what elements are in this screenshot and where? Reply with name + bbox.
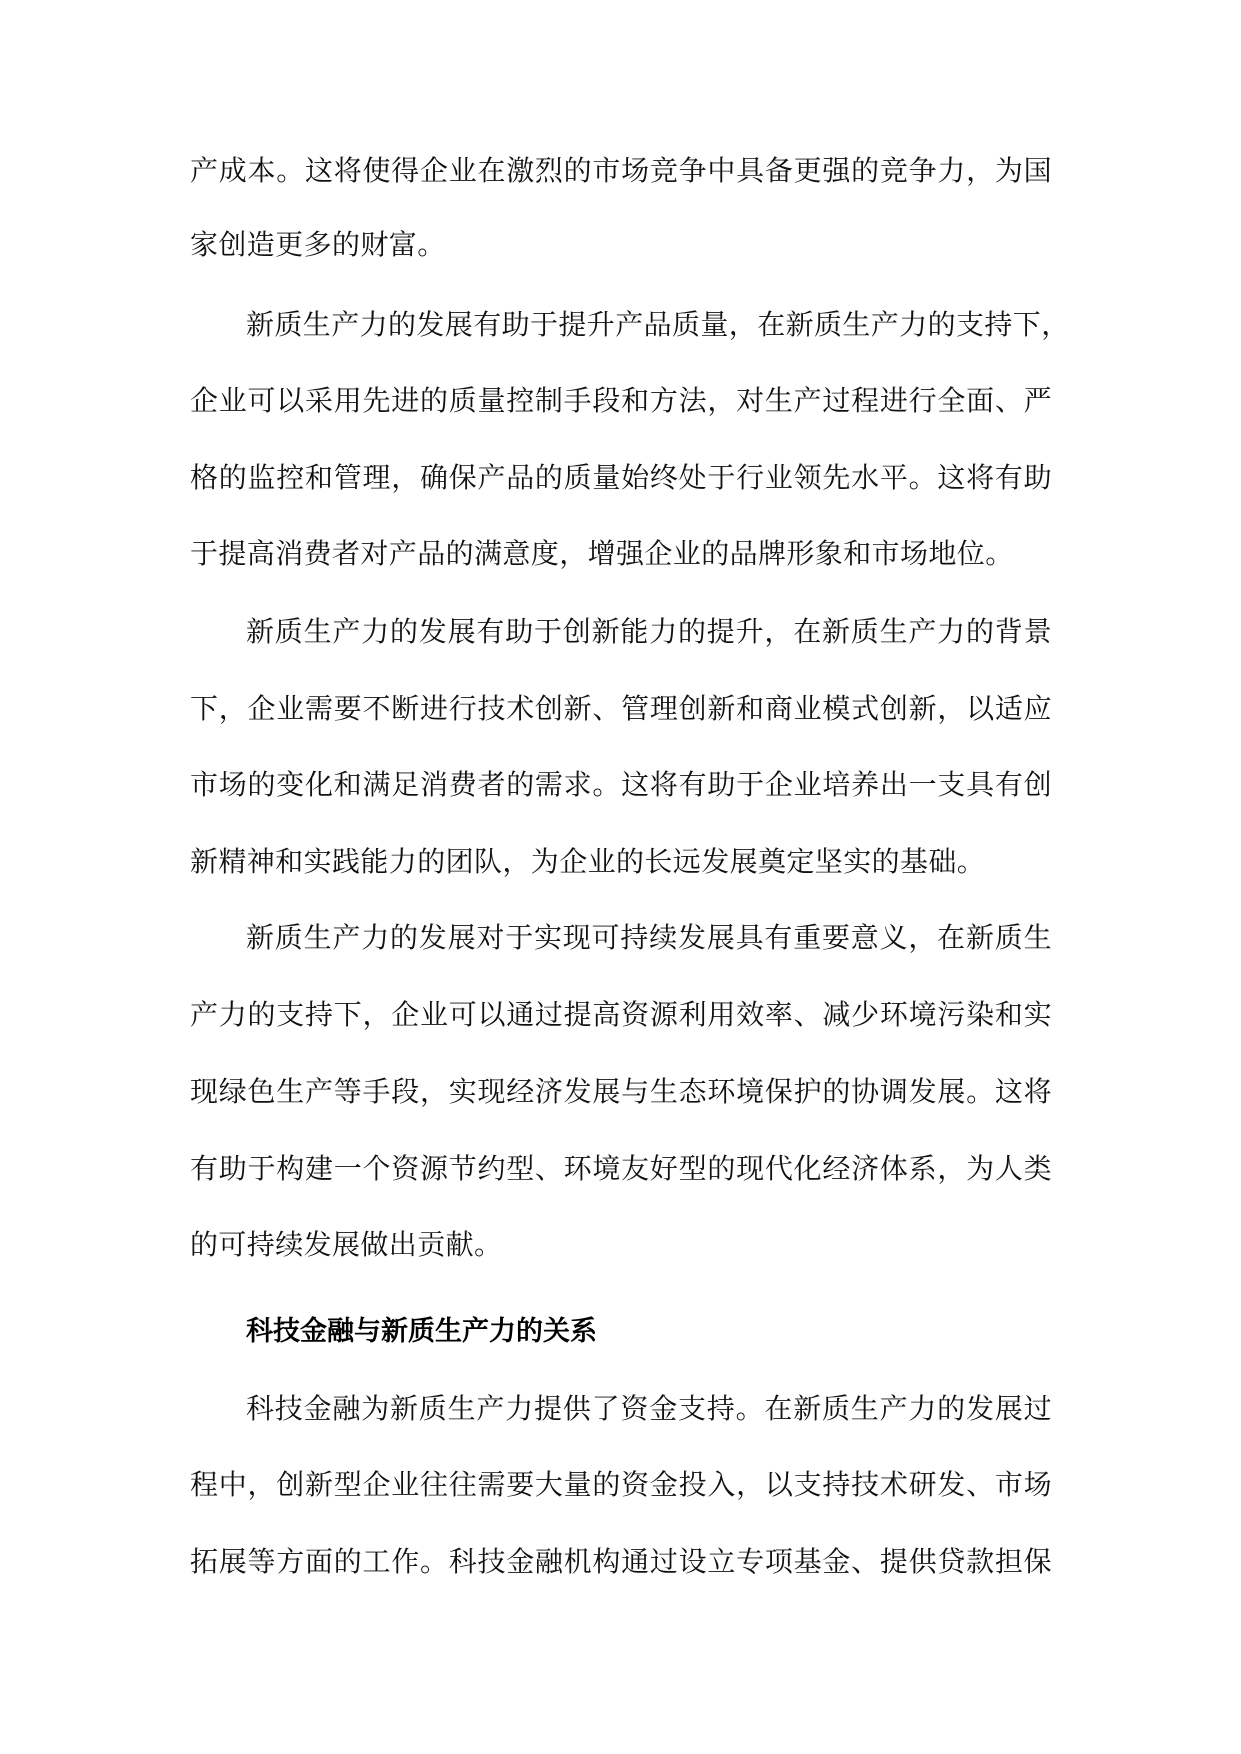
- text-line: 新质生产力的发展对于实现可持续发展具有重要意义，在新质生: [246, 921, 1052, 954]
- text-line: 企业可以采用先进的质量控制手段和方法，对生产过程进行全面、严: [190, 384, 1052, 417]
- text-line: 于提高消费者对产品的满意度，增强企业的品牌形象和市场地位。: [190, 537, 1014, 570]
- text-line: 现绿色生产等手段，实现经济发展与生态环境保护的协调发展。这将: [190, 1075, 1052, 1108]
- text-line: 的可持续发展做出贡献。: [190, 1228, 503, 1261]
- text-line: 新质生产力的发展有助于创新能力的提升，在新质生产力的背景: [246, 615, 1052, 648]
- text-line: 新质生产力的发展有助于提升产品质量，在新质生产力的支持下，: [246, 308, 1070, 341]
- text-line: 家创造更多的财富。: [190, 228, 446, 261]
- text-line: 市场的变化和满足消费者的需求。这将有助于企业培养出一支具有创: [190, 768, 1052, 801]
- text-line: 下，企业需要不断进行技术创新、管理创新和商业模式创新，以适应: [190, 692, 1052, 725]
- text-line: 新精神和实践能力的团队，为企业的长远发展奠定坚实的基础。: [190, 845, 986, 878]
- text-line: 产力的支持下，企业可以通过提高资源利用效率、减少环境污染和实: [190, 998, 1052, 1031]
- text-line: 拓展等方面的工作。科技金融机构通过设立专项基金、提供贷款担保: [190, 1545, 1052, 1578]
- section-heading: 科技金融与新质生产力的关系: [246, 1316, 597, 1347]
- text-line: 程中，创新型企业往往需要大量的资金投入，以支持技术研发、市场: [190, 1468, 1052, 1501]
- text-line: 有助于构建一个资源节约型、环境友好型的现代化经济体系，为人类: [190, 1152, 1052, 1185]
- text-line: 格的监控和管理，确保产品的质量始终处于行业领先水平。这将有助: [190, 461, 1052, 494]
- text-line: 产成本。这将使得企业在激烈的市场竞争中具备更强的竞争力，为国: [190, 154, 1052, 187]
- text-line: 科技金融为新质生产力提供了资金支持。在新质生产力的发展过: [246, 1392, 1052, 1425]
